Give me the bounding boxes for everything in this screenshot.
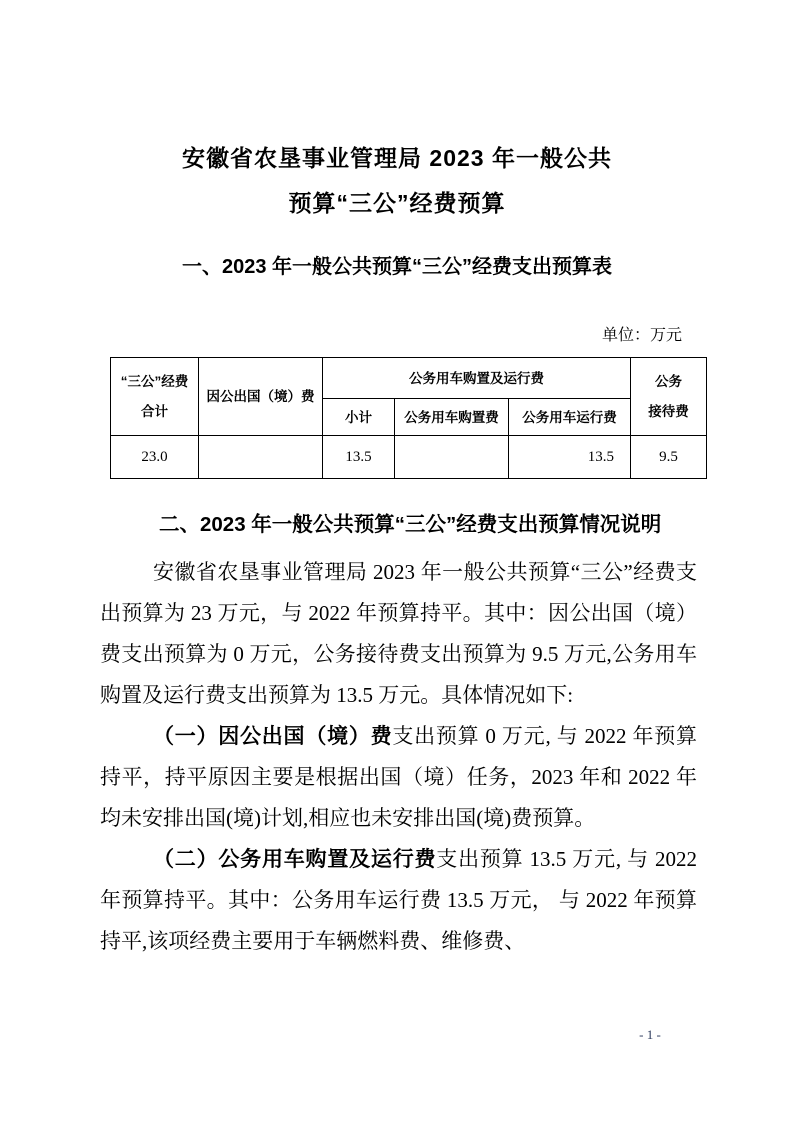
table-header-row-1 (111, 358, 707, 399)
section2-heading: 二、2023 年一般公共预算“三公”经费支出预算情况说明 (159, 513, 662, 536)
value-vehicle-operation: 13.5 (509, 436, 631, 479)
paragraph-item2 (100, 839, 697, 962)
header-vehicle-operation: 公务用车运行费 (509, 399, 631, 436)
paragraph-item2-text: 支出预算 13.5 万元, 与 2022 年预算持平。其中：公务用车运行费 13.5 万元， 与 2022 年预算持平,该项经费主要用于车辆燃料费、维修费、 (100, 847, 698, 953)
paragraph-item1-lead: （一）因公出国（境）费 (153, 724, 393, 748)
section2-body (100, 504, 697, 962)
value-reception: 9.5 (631, 436, 707, 479)
header-total-line1: “三公”经费 (120, 373, 189, 389)
header-abroad: 因公出国（境）费 (199, 358, 323, 436)
document-title-line1: 安徽省农垦事业管理局 2023 年一般公共 (182, 145, 612, 171)
paragraph-item1 (100, 716, 697, 839)
header-reception (631, 358, 707, 436)
budget-table (110, 357, 707, 479)
section1-heading: 一、2023 年一般公共预算“三公”经费支出预算表 (181, 256, 613, 278)
paragraph-item2-lead: （二）公务用车购置及运行费 (153, 847, 437, 871)
header-reception-line1: 公务 (655, 373, 683, 389)
value-vehicle-subtotal: 13.5 (323, 436, 395, 479)
value-vehicle-purchase (395, 436, 509, 479)
document-title (0, 136, 794, 226)
table-data-row (111, 436, 707, 479)
header-reception-line2: 接待费 (648, 403, 689, 419)
header-total (111, 358, 199, 436)
table-unit-label: 单位：万元 (601, 327, 682, 344)
header-vehicle-group: 公务用车购置及运行费 (323, 358, 631, 399)
page-number: - 1 - (639, 1027, 661, 1042)
document-title-line2: 预算“三公”经费预算 (288, 190, 506, 216)
value-abroad (199, 436, 323, 479)
value-total: 23.0 (111, 436, 199, 479)
paragraph-item1-text: 支出预算 0 万元, 与 2022 年预算持平，持平原因主要是根据出国（境）任务，2023 年和 2022 年均未安排出国(境)计划,相应也未安排出国(境)费预算。 (100, 724, 697, 830)
paragraph-overview: 安徽省农垦事业管理局 2023 年一般公共预算“三公”经费支出预算为 23 万元，与 2022 年预算持平。其中：因公出国（境）费支出预算为 0 万元，公务接待费支出预算为 9.5 万元,公务用车购置及运行费支出预算为 13.5 万元。具体情况如下: (100, 560, 697, 707)
header-total-line2: 合计 (141, 403, 168, 419)
header-vehicle-purchase: 公务用车购置费 (395, 399, 509, 436)
header-vehicle-subtotal: 小计 (323, 399, 395, 436)
